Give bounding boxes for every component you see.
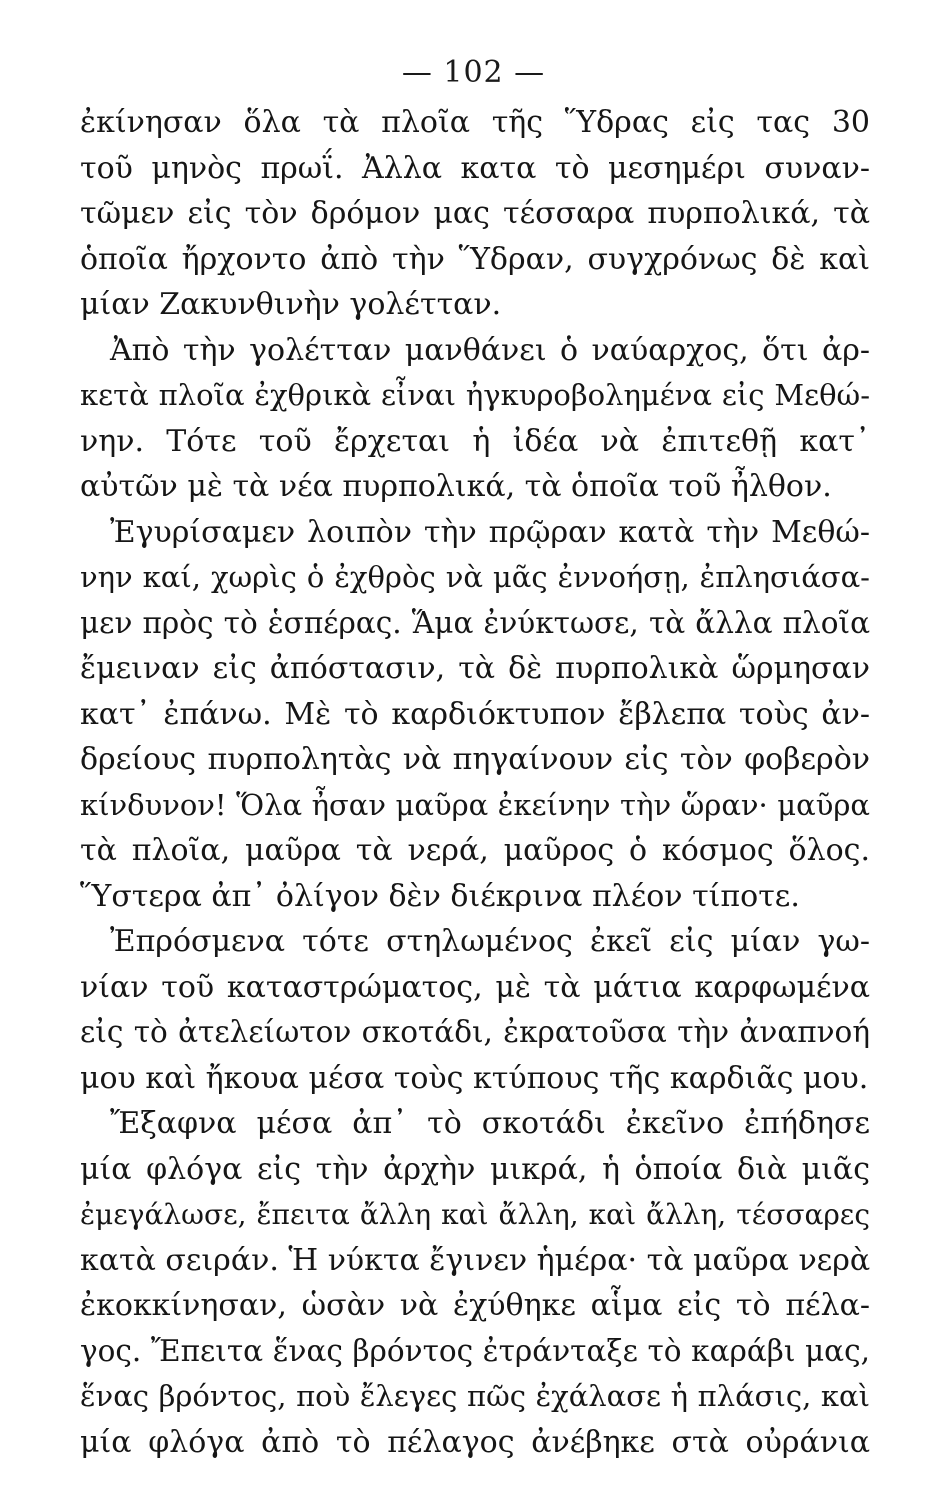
body-text: [80, 100, 870, 1465]
text-line: νίαν τοῦ καταστρώματος, μὲ τὰ μάτια καρφωμένα: [80, 969, 870, 1005]
text-line: μεν πρὸς τὸ ἑσπέρας. Ἅμα ἐνύκτωσε, τὰ ἄλλα πλοῖα: [80, 605, 870, 640]
text-line: τῶμεν εἰς τὸν δρόμον μας τέσσαρα πυρπολικά, τὰ: [80, 196, 870, 231]
text-line: ἕνας βρόντος, ποὺ ἔλεγες πῶς ἐχάλασε ἡ πλάσις, καὶ: [80, 1379, 870, 1413]
text-line: μίαν Ζακυνθινὴν γολέτταν.: [80, 287, 502, 322]
text-line: δρείους πυρπολητὰς νὰ πηγαίνουν εἰς τὸν φοβερὸν: [80, 742, 870, 777]
text-line: Ἐπρόσμενα τότε στηλωμένος ἐκεῖ εἰς μίαν γω-: [110, 924, 870, 959]
text-line: νην καί, χωρὶς ὁ ἐχθρὸς νὰ μᾶς ἐννοήσῃ, ἐπλησιάσα-: [80, 560, 870, 594]
text-line: τὰ πλοῖα, μαῦρα τὰ νερά, μαῦρος ὁ κόσμος ὅλος.: [80, 833, 870, 868]
text-line: τοῦ μηνὸς πρωΐ. Ἀλλα κατα τὸ μεσημέρι συναν-: [80, 150, 870, 186]
text-line: κετὰ πλοῖα ἐχθρικὰ εἶναι ἠγκυροβολημένα εἰς Μεθώ-: [80, 378, 870, 412]
text-line: Ἀπὸ τὴν γολέτταν μανθάνει ὁ ναύαρχος, ὅτι ἀρ-: [110, 332, 870, 368]
text-line: κατ᾽ ἐπάνω. Μὲ τὸ καρδιόκτυπον ἔβλεπα τοὺς ἀν-: [80, 696, 870, 732]
text-line: ἐκοκκίνησαν, ὡσὰν νὰ ἐχύθηκε αἷμα εἰς τὸ πέλα-: [80, 1288, 870, 1323]
text-line: κίνδυνον! Ὅλα ἦσαν μαῦρα ἐκείνην τὴν ὥραν· μαῦρα: [80, 787, 870, 822]
text-line: Ἔξαφνα μέσα ἀπ᾽ τὸ σκοτάδι ἐκεῖνο ἐπήδησε: [110, 1106, 870, 1141]
text-line: γος. Ἔπειτα ἕνας βρόντος ἐτράνταξε τὸ καράβι μας,: [80, 1333, 870, 1368]
page-number: — 102 —: [401, 55, 546, 90]
text-line: ὁποῖα ἤρχοντο ἀπὸ τὴν Ὕδραν, συγχρόνως δὲ καὶ: [80, 241, 870, 277]
text-line: ἐκίνησαν ὅλα τὰ πλοῖα τῆς Ὕδρας εἰς τας 30: [80, 105, 870, 140]
text-line: μία φλόγα εἰς τὴν ἀρχὴν μικρά, ἡ ὁποία διὰ μιᾶς: [80, 1151, 870, 1187]
text-line: αὐτῶν μὲ τὰ νέα πυρπολικά, τὰ ὁποῖα τοῦ ἦλθον.: [80, 469, 832, 504]
text-line: μου καὶ ἤκουα μέσα τοὺς κτύπους τῆς καρδιᾶς μου.: [80, 1060, 869, 1096]
text-line: εἰς τὸ ἀτελείωτον σκοτάδι, ἐκρατοῦσα τὴν ἀναπνοή: [80, 1015, 870, 1049]
text-line: νην. Τότε τοῦ ἔρχεται ἡ ἰδέα νὰ ἐπιτεθῇ κατ᾽: [80, 423, 870, 459]
text-line: Ὕστερα ἀπ᾽ ὀλίγον δὲν διέκρινα πλέον τίποτε.: [80, 878, 800, 914]
text-line: ἐμεγάλωσε, ἔπειτα ἄλλη καὶ ἄλλη, καὶ ἄλλη, τέσσαρες: [80, 1198, 870, 1231]
text-line: μία φλόγα ἀπὸ τὸ πέλαγος ἀνέβηκε στὰ οὐράνια: [80, 1424, 870, 1460]
text-line: Ἐγυρίσαμεν λοιπὸν τὴν πρῷραν κατὰ τὴν Μεθώ-: [110, 514, 870, 550]
text-line: κατὰ σειράν. Ἡ νύκτα ἔγινεν ἡμέρα· τὰ μαῦρα νερὰ: [80, 1242, 870, 1278]
text-line: ἔμειναν εἰς ἀπόστασιν, τὰ δὲ πυρπολικὰ ὥρμησαν: [80, 651, 870, 686]
